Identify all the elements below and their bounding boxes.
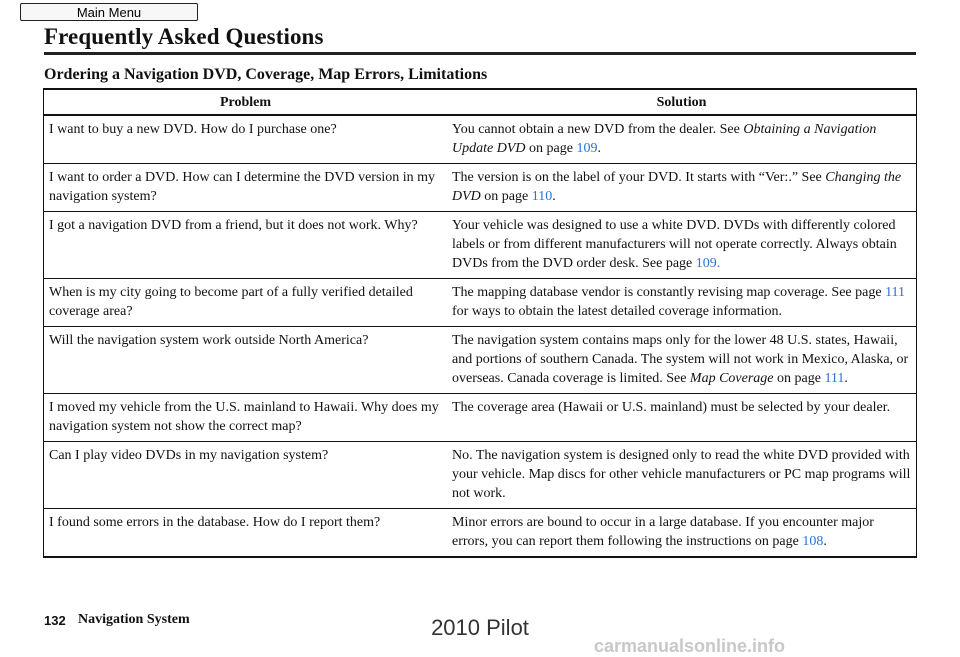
watermark: 2010 Pilot: [431, 615, 529, 640]
solution-text: Your vehicle was designed to use a white DVD. DVDs with differently colored labels or from different manufacturers will not operate correctly. Always obtain DVDs from the DVD order desk. See page: [452, 218, 897, 271]
solution-text: .: [823, 534, 827, 549]
page-link[interactable]: 109: [576, 141, 598, 156]
table-row: [44, 164, 917, 212]
table-row: [44, 509, 917, 558]
page-link[interactable]: 111: [885, 285, 906, 300]
table-header-row: [44, 89, 917, 115]
table-row: [44, 212, 917, 279]
solution-text: You cannot obtain a new DVD from the dealer. See: [452, 122, 744, 137]
problem-cell: I found some errors in the database. How do I report them?: [44, 509, 448, 558]
solution-cell: [447, 164, 917, 212]
solution-cell: [447, 509, 917, 558]
section-title: Ordering a Navigation DVD, Coverage, Map Errors, Limitations: [44, 66, 488, 83]
solution-text: on page: [773, 371, 825, 386]
section-reference: Map Coverage: [689, 371, 774, 386]
page-title: Frequently Asked Questions: [44, 24, 324, 49]
solution-text: The coverage area (Hawaii or U.S. mainland) must be selected by your dealer.: [452, 400, 891, 415]
solution-cell: [447, 394, 917, 442]
problem-cell: When is my city going to become part of a fully verified detailed coverage area?: [44, 279, 448, 327]
solution-text: .: [552, 189, 556, 204]
page-number: 132: [44, 613, 66, 628]
problem-cell: Can I play video DVDs in my navigation system?: [44, 442, 448, 509]
solution-text: for ways to obtain the latest detailed coverage information.: [452, 304, 783, 319]
faq-table-body: [44, 115, 917, 557]
solution-cell: [447, 115, 917, 164]
page-link[interactable]: 111: [824, 371, 845, 386]
table-row: [44, 442, 917, 509]
table-row: [44, 327, 917, 394]
page-link[interactable]: 109.: [695, 256, 721, 271]
page-link[interactable]: 110: [531, 189, 553, 204]
main-menu-button[interactable]: Main Menu: [20, 3, 198, 21]
solution-text: No. The navigation system is designed only to read the white DVD provided with your vehicle. Map discs for other vehicle manufacturers or PC map programs will not work.: [452, 448, 911, 501]
solution-text: on page: [525, 141, 577, 156]
solution-text: The mapping database vendor is constantly revising map coverage. See page: [452, 285, 886, 300]
problem-cell: Will the navigation system work outside North America?: [44, 327, 448, 394]
faq-table: [43, 88, 917, 558]
solution-cell: [447, 442, 917, 509]
problem-cell: I moved my vehicle from the U.S. mainland to Hawaii. Why does my navigation system not show the correct map?: [44, 394, 448, 442]
title-divider: [44, 52, 916, 55]
page-link[interactable]: 108: [802, 534, 824, 549]
table-row: [44, 115, 917, 164]
solution-text: on page: [480, 189, 532, 204]
solution-text: Minor errors are bound to occur in a large database. If you encounter major errors, you can report them following the instructions on page: [452, 515, 874, 549]
problem-cell: I got a navigation DVD from a friend, but it does not work. Why?: [44, 212, 448, 279]
site-watermark: carmanualsonline.info: [594, 636, 786, 656]
solution-text: The navigation system contains maps only for the lower 48 U.S. states, Hawaii, and portions of southern Canada. The system will not work in Mexico, Alaska, or overseas. Canada coverage is limited. See: [452, 333, 909, 386]
solution-cell: [447, 279, 917, 327]
header-solution: Solution: [447, 89, 917, 115]
table-row: [44, 279, 917, 327]
problem-cell: I want to buy a new DVD. How do I purchase one?: [44, 115, 448, 164]
solution-text: .: [597, 141, 601, 156]
solution-text: .: [844, 371, 848, 386]
header-problem: Problem: [44, 89, 448, 115]
solution-cell: [447, 327, 917, 394]
problem-cell: I want to order a DVD. How can I determine the DVD version in my navigation system?: [44, 164, 448, 212]
solution-text: The version is on the label of your DVD. It starts with “Ver:.” See: [452, 170, 826, 185]
footer-label: Navigation System: [78, 612, 190, 627]
table-row: [44, 394, 917, 442]
section-reference: Obtaining a Navigation Update DVD: [452, 122, 877, 156]
solution-cell: [447, 212, 917, 279]
section-reference: Changing the DVD: [452, 170, 902, 204]
